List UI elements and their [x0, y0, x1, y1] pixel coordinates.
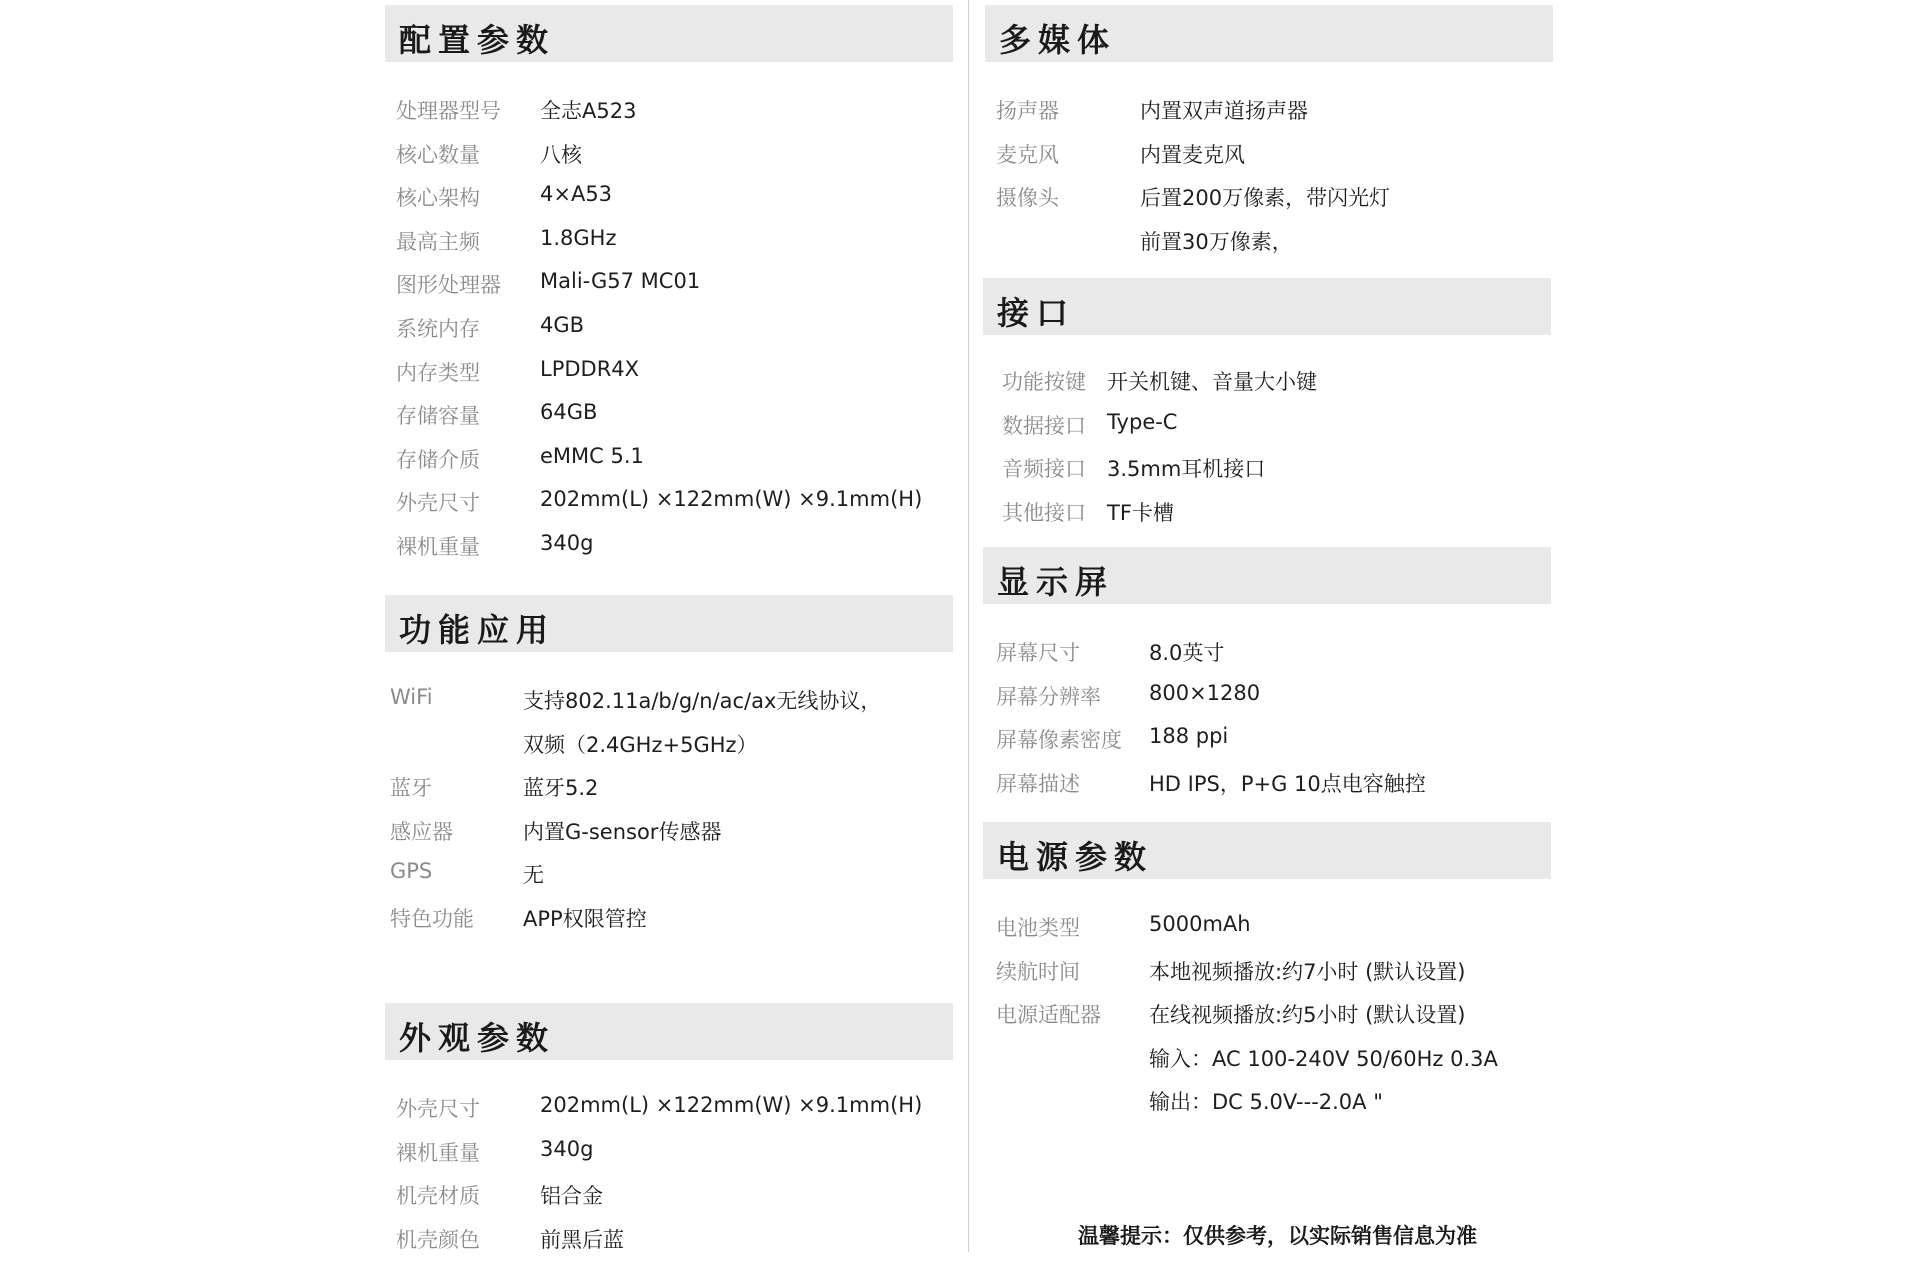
spec-label: 存储容量 — [396, 404, 480, 429]
spec-label: 内存类型 — [396, 360, 480, 385]
spec-value: 铝合金 — [540, 1184, 603, 1209]
spec-label: 功能按键 — [1002, 370, 1086, 394]
spec-value: 8.0英寸 — [1149, 641, 1225, 665]
spec-label: 屏幕描述 — [996, 771, 1080, 796]
spec-value: 5000mAh — [1149, 912, 1251, 936]
spec-value: 800×1280 — [1149, 680, 1261, 705]
spec-label: 屏幕分辨率 — [996, 684, 1101, 709]
spec-label: 屏幕像素密度 — [996, 728, 1122, 753]
ports-section-header — [983, 278, 1551, 335]
power-section-header — [983, 822, 1551, 879]
spec-label: WiFi — [390, 685, 433, 709]
spec-value: LPDDR4X — [540, 356, 640, 381]
spec-label: 裸机重量 — [396, 535, 480, 559]
spec-value: 内置双声道扬声器 — [1140, 99, 1308, 123]
spec-value: 蓝牙5.2 — [523, 776, 599, 801]
media-section-title: 多媒体 — [999, 21, 1117, 59]
spec-value: 在线视频播放:约5小时 (默认设置) — [1149, 1003, 1466, 1028]
spec-label: 其他接口 — [1002, 500, 1086, 525]
spec-value: 支持802.11a/b/g/n/ac/ax无线协议， — [523, 689, 882, 713]
spec-label: 特色功能 — [390, 907, 474, 931]
spec-value: 64GB — [540, 400, 598, 425]
ports-section-title: 接口 — [997, 294, 1076, 332]
spec-value: 202mm(L) ×122mm(W) ×9.1mm(H) — [540, 1093, 923, 1117]
spec-value: 全志A523 — [540, 99, 637, 123]
spec-label: 摄像头 — [996, 186, 1059, 211]
spec-value: 输入：AC 100-240V 50/60Hz 0.3A — [1149, 1046, 1498, 1071]
spec-value: 340g — [540, 531, 594, 555]
spec-label: 图形处理器 — [396, 273, 501, 298]
spec-value: 八核 — [540, 142, 582, 167]
spec-value: 前置30万像素， — [1140, 229, 1293, 254]
spec-label: 机壳材质 — [396, 1184, 480, 1209]
spec-value: 4×A53 — [540, 182, 613, 207]
spec-label: 核心数量 — [396, 142, 480, 167]
config-section-header — [385, 5, 953, 62]
spec-label: 最高主频 — [396, 229, 480, 254]
spec-label: 裸机重量 — [396, 1140, 480, 1165]
spec-label: 蓝牙 — [390, 776, 432, 801]
spec-value: Type-C — [1107, 409, 1178, 434]
function-section-title: 功能应用 — [399, 611, 556, 649]
spec-value: 本地视频播放:约7小时 (默认设置) — [1149, 959, 1466, 984]
spec-label: GPS — [390, 859, 433, 884]
spec-value: HD IPS，P+G 10点电容触控 — [1149, 771, 1426, 796]
spec-value: 340g — [540, 1136, 594, 1161]
spec-value: 开关机键、音量大小键 — [1107, 370, 1317, 394]
spec-label: 核心架构 — [396, 186, 480, 211]
spec-value: 202mm(L) ×122mm(W) ×9.1mm(H) — [540, 487, 923, 512]
spec-value: 188 ppi — [1149, 724, 1229, 749]
spec-value: 前黑后蓝 — [540, 1227, 624, 1252]
spec-label: 处理器型号 — [396, 99, 501, 123]
spec-label: 音频接口 — [1002, 457, 1086, 482]
spec-value: APP权限管控 — [523, 907, 647, 931]
spec-value: 输出：DC 5.0V---2.0A " — [1149, 1090, 1383, 1115]
spec-label: 存储介质 — [396, 447, 480, 472]
exterior-section-title: 外观参数 — [399, 1019, 556, 1057]
spec-value: 后置200万像素，带闪光灯 — [1140, 186, 1391, 211]
spec-value: Mali-G57 MC01 — [540, 269, 701, 294]
spec-value: TF卡槽 — [1107, 500, 1174, 525]
spec-label: 外壳尺寸 — [396, 1097, 480, 1121]
spec-value: eMMC 5.1 — [540, 443, 644, 468]
spec-label: 数据接口 — [1002, 413, 1086, 438]
exterior-section-header — [385, 1003, 953, 1060]
spec-label: 麦克风 — [996, 142, 1059, 167]
function-section-header — [385, 595, 953, 652]
spec-label: 扬声器 — [996, 99, 1059, 123]
spec-value: 1.8GHz — [540, 225, 617, 250]
disclaimer-note: 温馨提示：仅供参考，以实际销售信息为准 — [1078, 1224, 1477, 1248]
display-section-title: 显示屏 — [997, 563, 1115, 601]
spec-label: 电池类型 — [996, 916, 1080, 940]
spec-label: 屏幕尺寸 — [996, 641, 1080, 665]
spec-value: 无 — [523, 863, 544, 888]
spec-label: 外壳尺寸 — [396, 491, 480, 516]
spec-label: 机壳颜色 — [396, 1227, 480, 1252]
display-section-header — [983, 547, 1551, 604]
column-divider — [968, 0, 969, 1252]
config-section-title: 配置参数 — [399, 21, 556, 59]
spec-label: 系统内存 — [396, 317, 480, 341]
spec-label: 续航时间 — [996, 959, 1080, 984]
power-section-title: 电源参数 — [997, 838, 1154, 876]
media-section-header — [985, 5, 1553, 62]
spec-value: 3.5mm耳机接口 — [1107, 457, 1266, 482]
spec-value: 4GB — [540, 313, 585, 337]
spec-label: 感应器 — [390, 819, 453, 844]
spec-value: 内置G-sensor传感器 — [523, 819, 722, 844]
spec-value: 双频（2.4GHz+5GHz） — [523, 732, 758, 757]
spec-label: 电源适配器 — [996, 1003, 1101, 1028]
spec-value: 内置麦克风 — [1140, 142, 1245, 167]
